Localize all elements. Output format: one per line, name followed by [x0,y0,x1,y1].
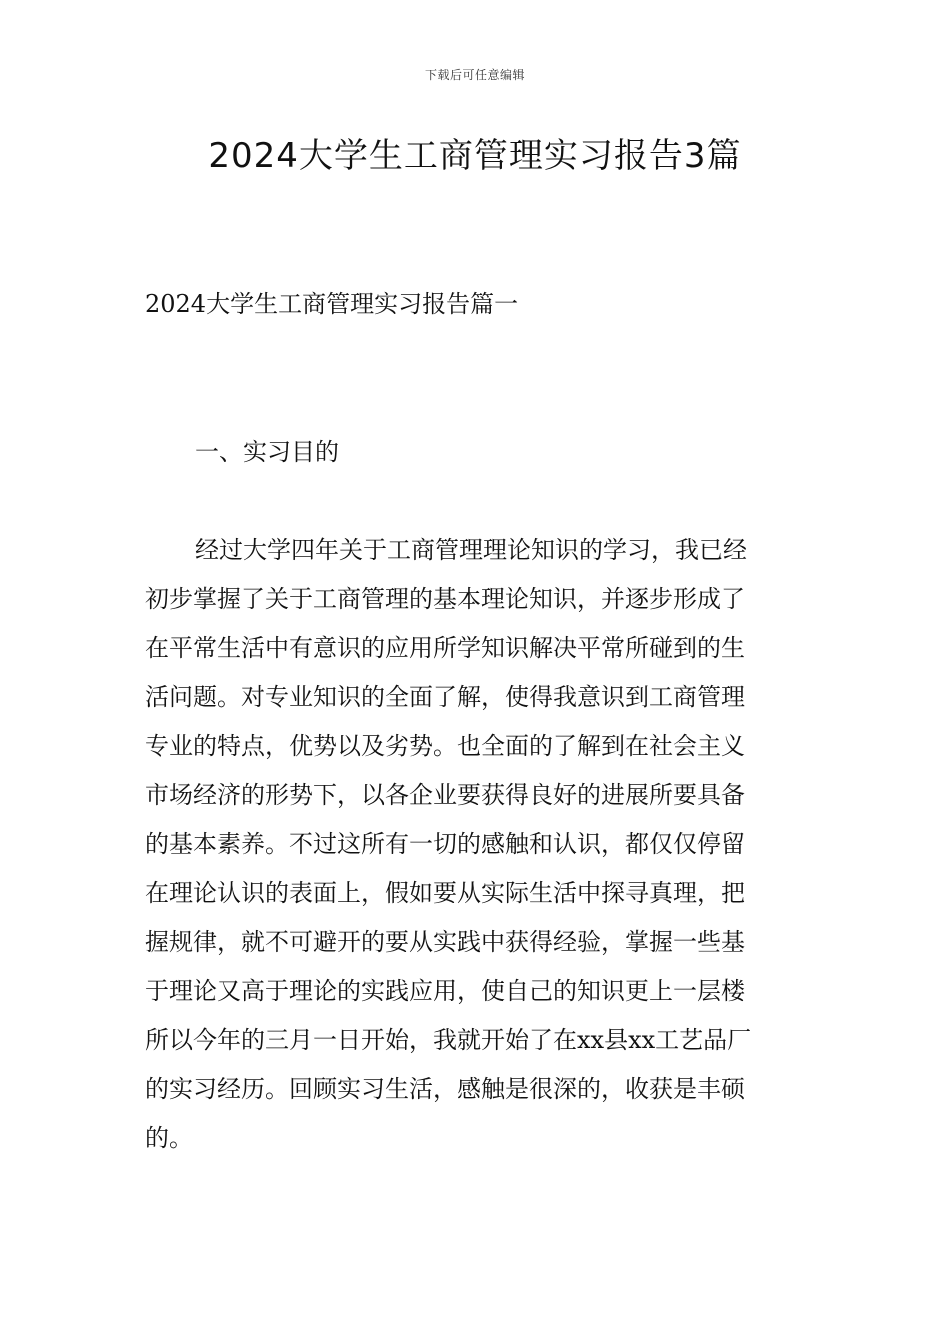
paragraph-line: 专业的特点，优势以及劣势。也全面的了解到在社会主义 [145,732,745,760]
paragraph-line: 的。 [145,1124,193,1152]
section-title: 2024大学生工商管理实习报告篇一 [145,290,519,318]
sub-heading: 一、实习目的 [195,438,339,466]
paragraph-line: 的基本素养。不过这所有一切的感触和认识，都仅仅停留 [145,830,745,858]
paragraph-line: 活问题。对专业知识的全面了解，使得我意识到工商管理 [145,683,745,711]
paragraph-line: 市场经济的形势下，以各企业要获得良好的进展所要具备 [145,781,745,809]
paragraph-line: 于理论又高于理论的实践应用，使自己的知识更上一层楼 [145,977,745,1005]
paragraph-line: 握规律，就不可避开的要从实践中获得经验，掌握一些基 [145,928,745,956]
paragraph-line: 的实习经历。回顾实习生活，感触是很深的，收获是丰硕 [145,1075,745,1103]
paragraph-line: 在理论认识的表面上，假如要从实际生活中探寻真理，把 [145,879,745,907]
paragraph-line: 所以今年的三月一日开始，我就开始了在xx县xx工艺品厂 [145,1026,752,1054]
paragraph-line: 经过大学四年关于工商管理理论知识的学习，我已经 [195,536,747,564]
header-note: 下载后可任意编辑 [424,68,525,82]
paragraph-line: 在平常生活中有意识的应用所学知识解决平常所碰到的生 [145,634,745,662]
body-paragraph [145,530,805,1167]
paragraph-line: 初步掌握了关于工商管理的基本理论知识，并逐步形成了 [145,585,745,613]
document-title: 2024大学生工商管理实习报告3篇 [208,136,742,176]
